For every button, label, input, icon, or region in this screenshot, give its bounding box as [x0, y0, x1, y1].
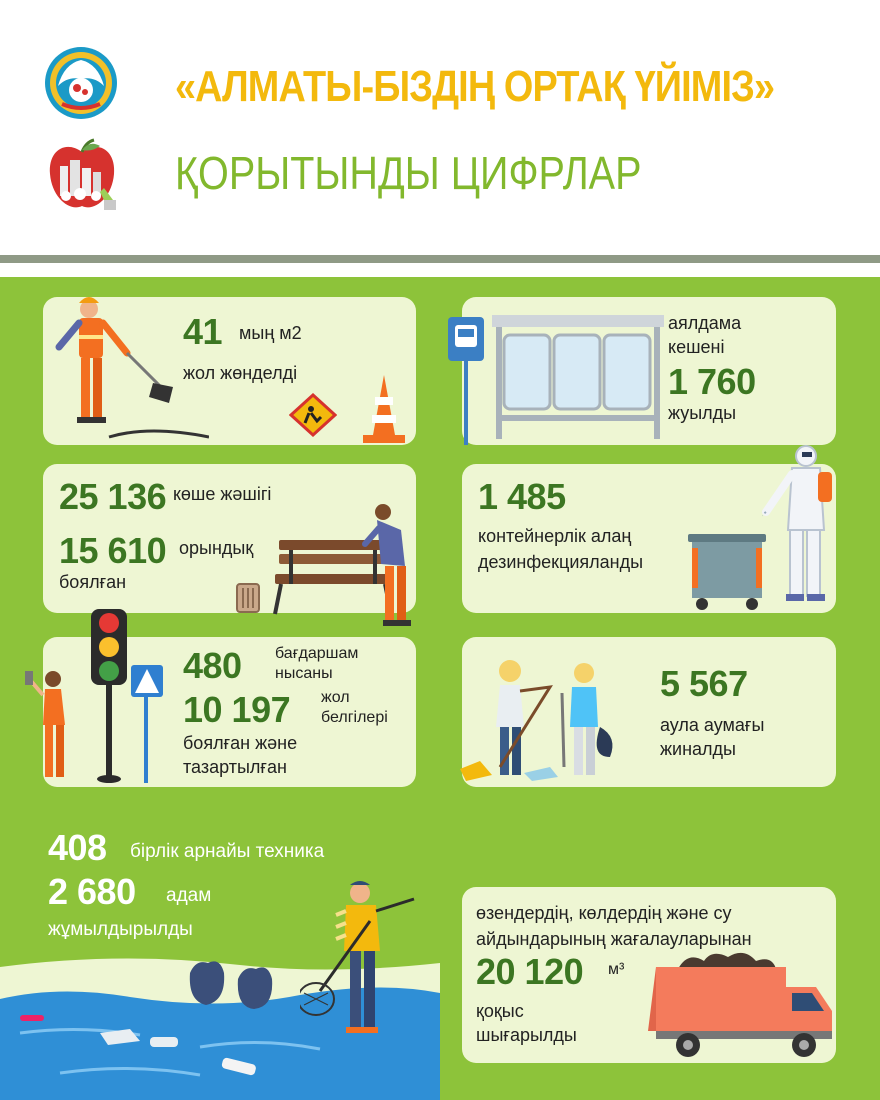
almaty-emblem-icon — [44, 46, 118, 120]
page-subtitle: ҚОРЫТЫНДЫ ЦИФРЛАР — [175, 147, 642, 199]
bus-shelter-icon — [492, 315, 664, 441]
header-divider — [0, 255, 880, 263]
traffic-label-2a: жол — [321, 689, 350, 706]
traffic-label-3: боялған және — [183, 733, 298, 753]
stops-value: 1 760 — [668, 361, 756, 402]
rivers-value: 20 120 — [476, 951, 584, 992]
machinery-label-3: жұмылдырылды — [48, 919, 193, 940]
traffic-cone-icon — [361, 373, 407, 445]
bus-stop-sign-icon — [446, 315, 486, 447]
roads-unit: мың м2 — [239, 323, 302, 343]
machinery-label-2: адам — [166, 885, 212, 906]
garbage-truck-icon — [648, 947, 836, 1063]
traffic-light-icon — [89, 607, 129, 783]
benches-label-3: боялған — [59, 572, 127, 592]
containers-label-1: контейнерлік алаң — [478, 526, 632, 546]
machinery-value-1: 408 — [48, 827, 107, 868]
crosswalk-sign-icon — [129, 663, 165, 787]
header-spacer — [0, 263, 880, 277]
card-bus-stops — [462, 297, 836, 445]
traffic-label-1b: нысаны — [275, 665, 333, 682]
disinfection-worker-icon — [762, 434, 852, 614]
benches-value-2: 15 610 — [59, 530, 167, 571]
rivers-label-2: айдындарының жағалауларынан — [476, 929, 752, 949]
card-benches — [43, 464, 416, 613]
yards-value: 5 567 — [660, 663, 748, 704]
stops-label-2: кешені — [668, 337, 725, 357]
benches-label-2: орындық — [179, 538, 254, 558]
card-traffic — [43, 637, 416, 787]
machinery-label-1: бірлік арнайы техника — [130, 841, 325, 862]
traffic-label-2b: белгілері — [321, 709, 388, 726]
yards-label-2: жиналды — [660, 739, 736, 759]
trash-bin-icon — [235, 582, 261, 614]
road-work-sign-icon — [289, 393, 337, 437]
stops-label-3: жуылды — [668, 403, 737, 423]
card-rivers — [462, 887, 836, 1063]
benches-value-1: 25 136 — [59, 476, 167, 517]
painter-worker-icon — [361, 504, 421, 628]
traffic-label-1a: бағдаршам — [275, 645, 359, 662]
containers-label-2: дезинфекцияланды — [478, 552, 644, 572]
river-cleaner-icon — [300, 881, 420, 1037]
waste-container-icon — [686, 530, 768, 612]
roads-label: жол жөнделді — [183, 363, 298, 383]
main-panel — [0, 277, 880, 1100]
containers-value: 1 485 — [478, 476, 566, 517]
rivers-label-1: өзендердің, көлдердің және су — [476, 903, 732, 923]
roads-value: 41 — [183, 311, 223, 352]
apple-city-logo-icon — [46, 138, 118, 212]
garbage-bags-icon — [186, 953, 278, 1011]
benches-label-1: көше жәшігі — [173, 484, 272, 504]
rivers-label-3: қоқыс — [476, 1001, 524, 1021]
stops-label-1: аялдама — [668, 313, 742, 333]
sign-worker-icon — [25, 669, 85, 787]
page-title: «АЛМАТЫ-БІЗДІҢ ОРТАҚ ҮЙІМІЗ» — [175, 62, 775, 111]
rivers-label-4: шығарылды — [476, 1025, 577, 1045]
card-yards — [462, 637, 836, 787]
machinery-value-2: 2 680 — [48, 871, 136, 912]
rivers-unit: м³ — [608, 961, 625, 978]
traffic-label-4: тазартылған — [183, 757, 287, 777]
card-containers — [462, 464, 836, 613]
header — [0, 0, 880, 255]
traffic-value-1: 480 — [183, 645, 242, 686]
traffic-value-2: 10 197 — [183, 689, 291, 730]
card-roads — [43, 297, 416, 445]
yards-label-1: аула аумағы — [660, 715, 765, 735]
volunteers-cleaning-icon — [440, 657, 640, 785]
